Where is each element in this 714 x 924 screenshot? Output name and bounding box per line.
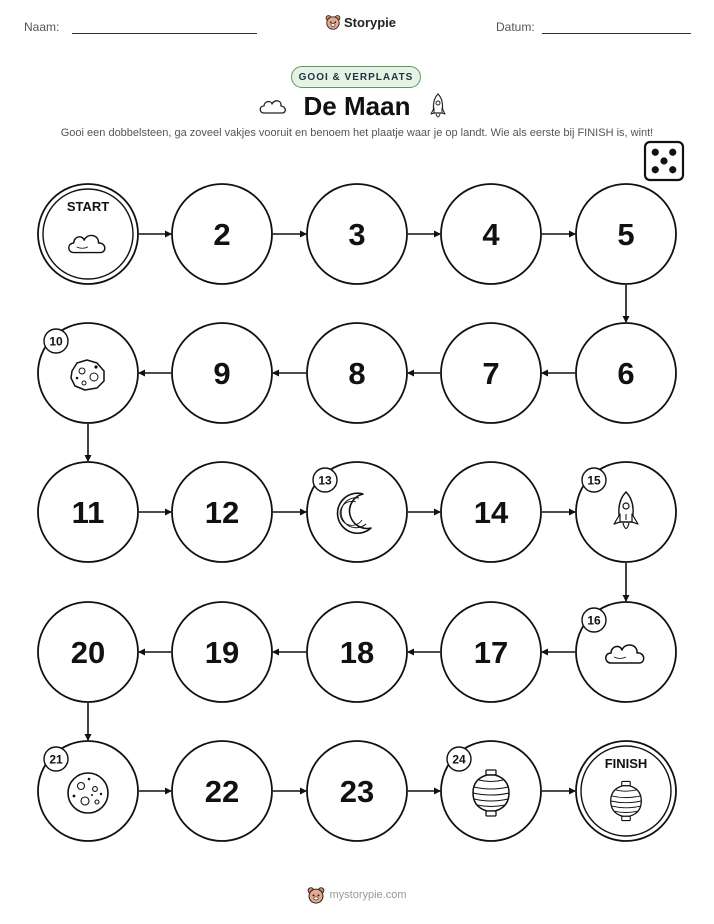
die-pip: [669, 149, 676, 156]
board-cell: [38, 741, 138, 841]
footer-url: mystorypie.com: [329, 889, 407, 901]
board-cell: [172, 602, 272, 702]
cell-number: 11: [71, 495, 105, 530]
cell-number: 4: [482, 217, 500, 252]
game-type-badge: GOOI & VERPLAATS: [291, 66, 421, 88]
asteroid-icon: [71, 360, 104, 390]
board-cell: [172, 184, 272, 284]
board-cell: [576, 184, 676, 284]
die-icon: [645, 142, 683, 180]
die-pip: [669, 166, 676, 173]
board-cell: [307, 602, 407, 702]
board-cell: [38, 462, 138, 562]
board-cell: [441, 741, 541, 841]
board-cell: [38, 602, 138, 702]
cell-number: 19: [204, 635, 240, 670]
cell-number: 16: [587, 613, 601, 628]
cell-number: 12: [204, 495, 240, 530]
board-cell: [576, 323, 676, 423]
cell-label: START: [66, 199, 110, 214]
cell-number: 23: [339, 774, 375, 809]
cell-number: 14: [473, 495, 509, 530]
board-cell: [441, 462, 541, 562]
cell-number: 18: [339, 635, 375, 670]
die-pip: [660, 157, 667, 164]
die-pip: [652, 149, 659, 156]
cell-number: 15: [587, 473, 601, 488]
bear-icon: [307, 886, 325, 904]
instructions: Gooi een dobbelsteen, ga zoveel vakjes vooruit en benoem het plaatje waar je op landt. Wie als eerste bij FINISH is, wint!: [60, 127, 654, 139]
cell-number: 7: [482, 356, 500, 391]
footer: [0, 886, 714, 904]
board-cell: [38, 323, 138, 423]
cell-number: 24: [452, 752, 466, 767]
board-cell: [307, 323, 407, 423]
start-cell: [38, 184, 138, 284]
cell-label: FINISH: [604, 756, 648, 771]
moon-icon: [68, 773, 108, 813]
cell-number: 21: [49, 752, 63, 767]
cell-number: 17: [473, 635, 509, 670]
cell-number: 5: [617, 217, 635, 252]
cell-number: 22: [204, 774, 240, 809]
die-pip: [652, 166, 659, 173]
board-cell: [441, 184, 541, 284]
board-cell: [441, 602, 541, 702]
cell-number: 3: [348, 217, 366, 252]
cell-number: 10: [49, 334, 63, 349]
board-cell: [172, 741, 272, 841]
page-title: De Maan: [303, 91, 411, 121]
board-cell: [172, 323, 272, 423]
name-label: Naam:: [24, 20, 60, 34]
board-cell: [307, 741, 407, 841]
cell-number: 6: [617, 356, 635, 391]
board-cell: [441, 323, 541, 423]
finish-cell: [576, 741, 676, 841]
cell-number: 8: [348, 356, 366, 391]
board-cell: [172, 462, 272, 562]
board-cell: [576, 602, 676, 702]
cell-number: 13: [318, 473, 332, 488]
brand-name: Storypie: [344, 14, 397, 30]
board-cell: [576, 462, 676, 562]
date-label: Datum:: [496, 20, 535, 34]
cell-number: 9: [213, 356, 231, 391]
board-cell: [307, 184, 407, 284]
cell-number: 2: [213, 217, 231, 252]
cell-number: 20: [70, 635, 106, 670]
board-cell: [307, 462, 407, 562]
